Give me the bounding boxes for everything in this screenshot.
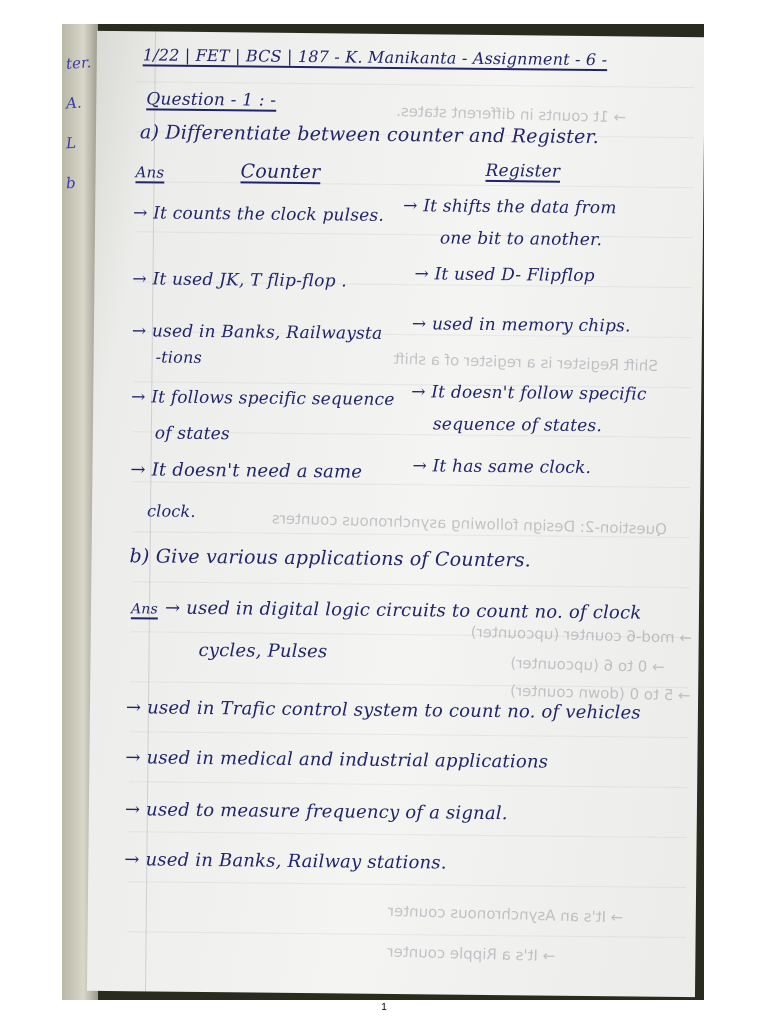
bleed-through-text: → 1t counts in different states. bbox=[395, 101, 627, 127]
register-point: one bit to another. bbox=[439, 228, 603, 251]
register-point: → It has same clock. bbox=[412, 456, 592, 479]
counter-point: of states bbox=[154, 423, 230, 445]
register-point: → It doesn't follow specific bbox=[411, 382, 647, 405]
answer-label: Ans bbox=[135, 163, 165, 182]
notebook-page bbox=[87, 31, 704, 997]
counter-point: clock. bbox=[146, 501, 196, 521]
ruled-line bbox=[129, 781, 687, 788]
question-title: Question - 1 : - bbox=[146, 89, 277, 111]
bleed-through-text: → 0 to 6 (upcounter) bbox=[510, 653, 665, 677]
bleed-through-text: → It's a Ripple counter bbox=[387, 942, 556, 966]
counter-point: -tions bbox=[155, 347, 203, 367]
application-item: → used in medical and industrial applications bbox=[125, 747, 549, 773]
page-number: 1 bbox=[381, 1002, 387, 1013]
ruled-line bbox=[129, 831, 687, 838]
bleed-through-text: Question-2: Design following asynchronous counters bbox=[271, 509, 668, 539]
assignment-header: 1/22 | FET | BCS | 187 - K. Manikanta - Assignment - 6 - bbox=[142, 45, 608, 70]
application-item: → used in Banks, Railway stations. bbox=[124, 849, 447, 874]
ruled-line bbox=[128, 931, 686, 938]
ruled-line bbox=[130, 731, 688, 738]
left-fragment: A. bbox=[65, 93, 83, 113]
ruled-line bbox=[135, 181, 693, 188]
application-item: → used in Trafic control system to count no. of vehicles bbox=[125, 697, 641, 724]
bleed-through-text: → 5 to 0 (down counter) bbox=[509, 681, 691, 705]
ruled-line bbox=[135, 231, 693, 238]
column-header-register: Register bbox=[485, 160, 561, 182]
counter-point: → It follows specific sequence bbox=[131, 387, 395, 410]
register-point: sequence of states. bbox=[432, 414, 603, 437]
counter-point: → It doesn't need a same bbox=[130, 459, 363, 483]
counter-point: → used in Banks, Railwaysta bbox=[131, 321, 383, 344]
left-fragment: ter. bbox=[65, 53, 92, 73]
register-point: → used in memory chips. bbox=[411, 314, 631, 337]
ruled-line bbox=[128, 881, 686, 888]
ruled-line bbox=[132, 481, 690, 488]
bleed-through-text: → mod-6 counter (upcounter) bbox=[470, 622, 693, 648]
bleed-through-text: Shift Register is a register of a shift bbox=[393, 349, 659, 376]
column-header-counter: Counter bbox=[240, 160, 321, 184]
left-fragment: L bbox=[65, 133, 77, 153]
part-a-question: a) Differentiate between counter and Register. bbox=[139, 121, 600, 149]
bleed-through-text: → It's an Asynchronous counter bbox=[387, 901, 624, 927]
part-b-question: b) Give various applications of Counters. bbox=[129, 545, 532, 572]
notebook-photo bbox=[62, 24, 704, 1000]
left-fragment: b bbox=[65, 173, 77, 193]
ruled-line bbox=[131, 581, 689, 588]
register-point: → It used D- Flipflop bbox=[414, 264, 595, 287]
counter-point: → It used JK, T flip-flop . bbox=[132, 269, 348, 292]
application-item: → used in digital logic circuits to count no. of clock bbox=[164, 597, 642, 624]
application-item: → used to measure frequency of a signal. bbox=[124, 799, 508, 825]
answer-label: Ans bbox=[130, 601, 158, 618]
register-point: → It shifts the data from bbox=[403, 196, 617, 219]
application-item: cycles, Pulses bbox=[198, 639, 328, 663]
ruled-line bbox=[137, 81, 695, 88]
counter-point: → It counts the clock pulses. bbox=[133, 203, 385, 226]
